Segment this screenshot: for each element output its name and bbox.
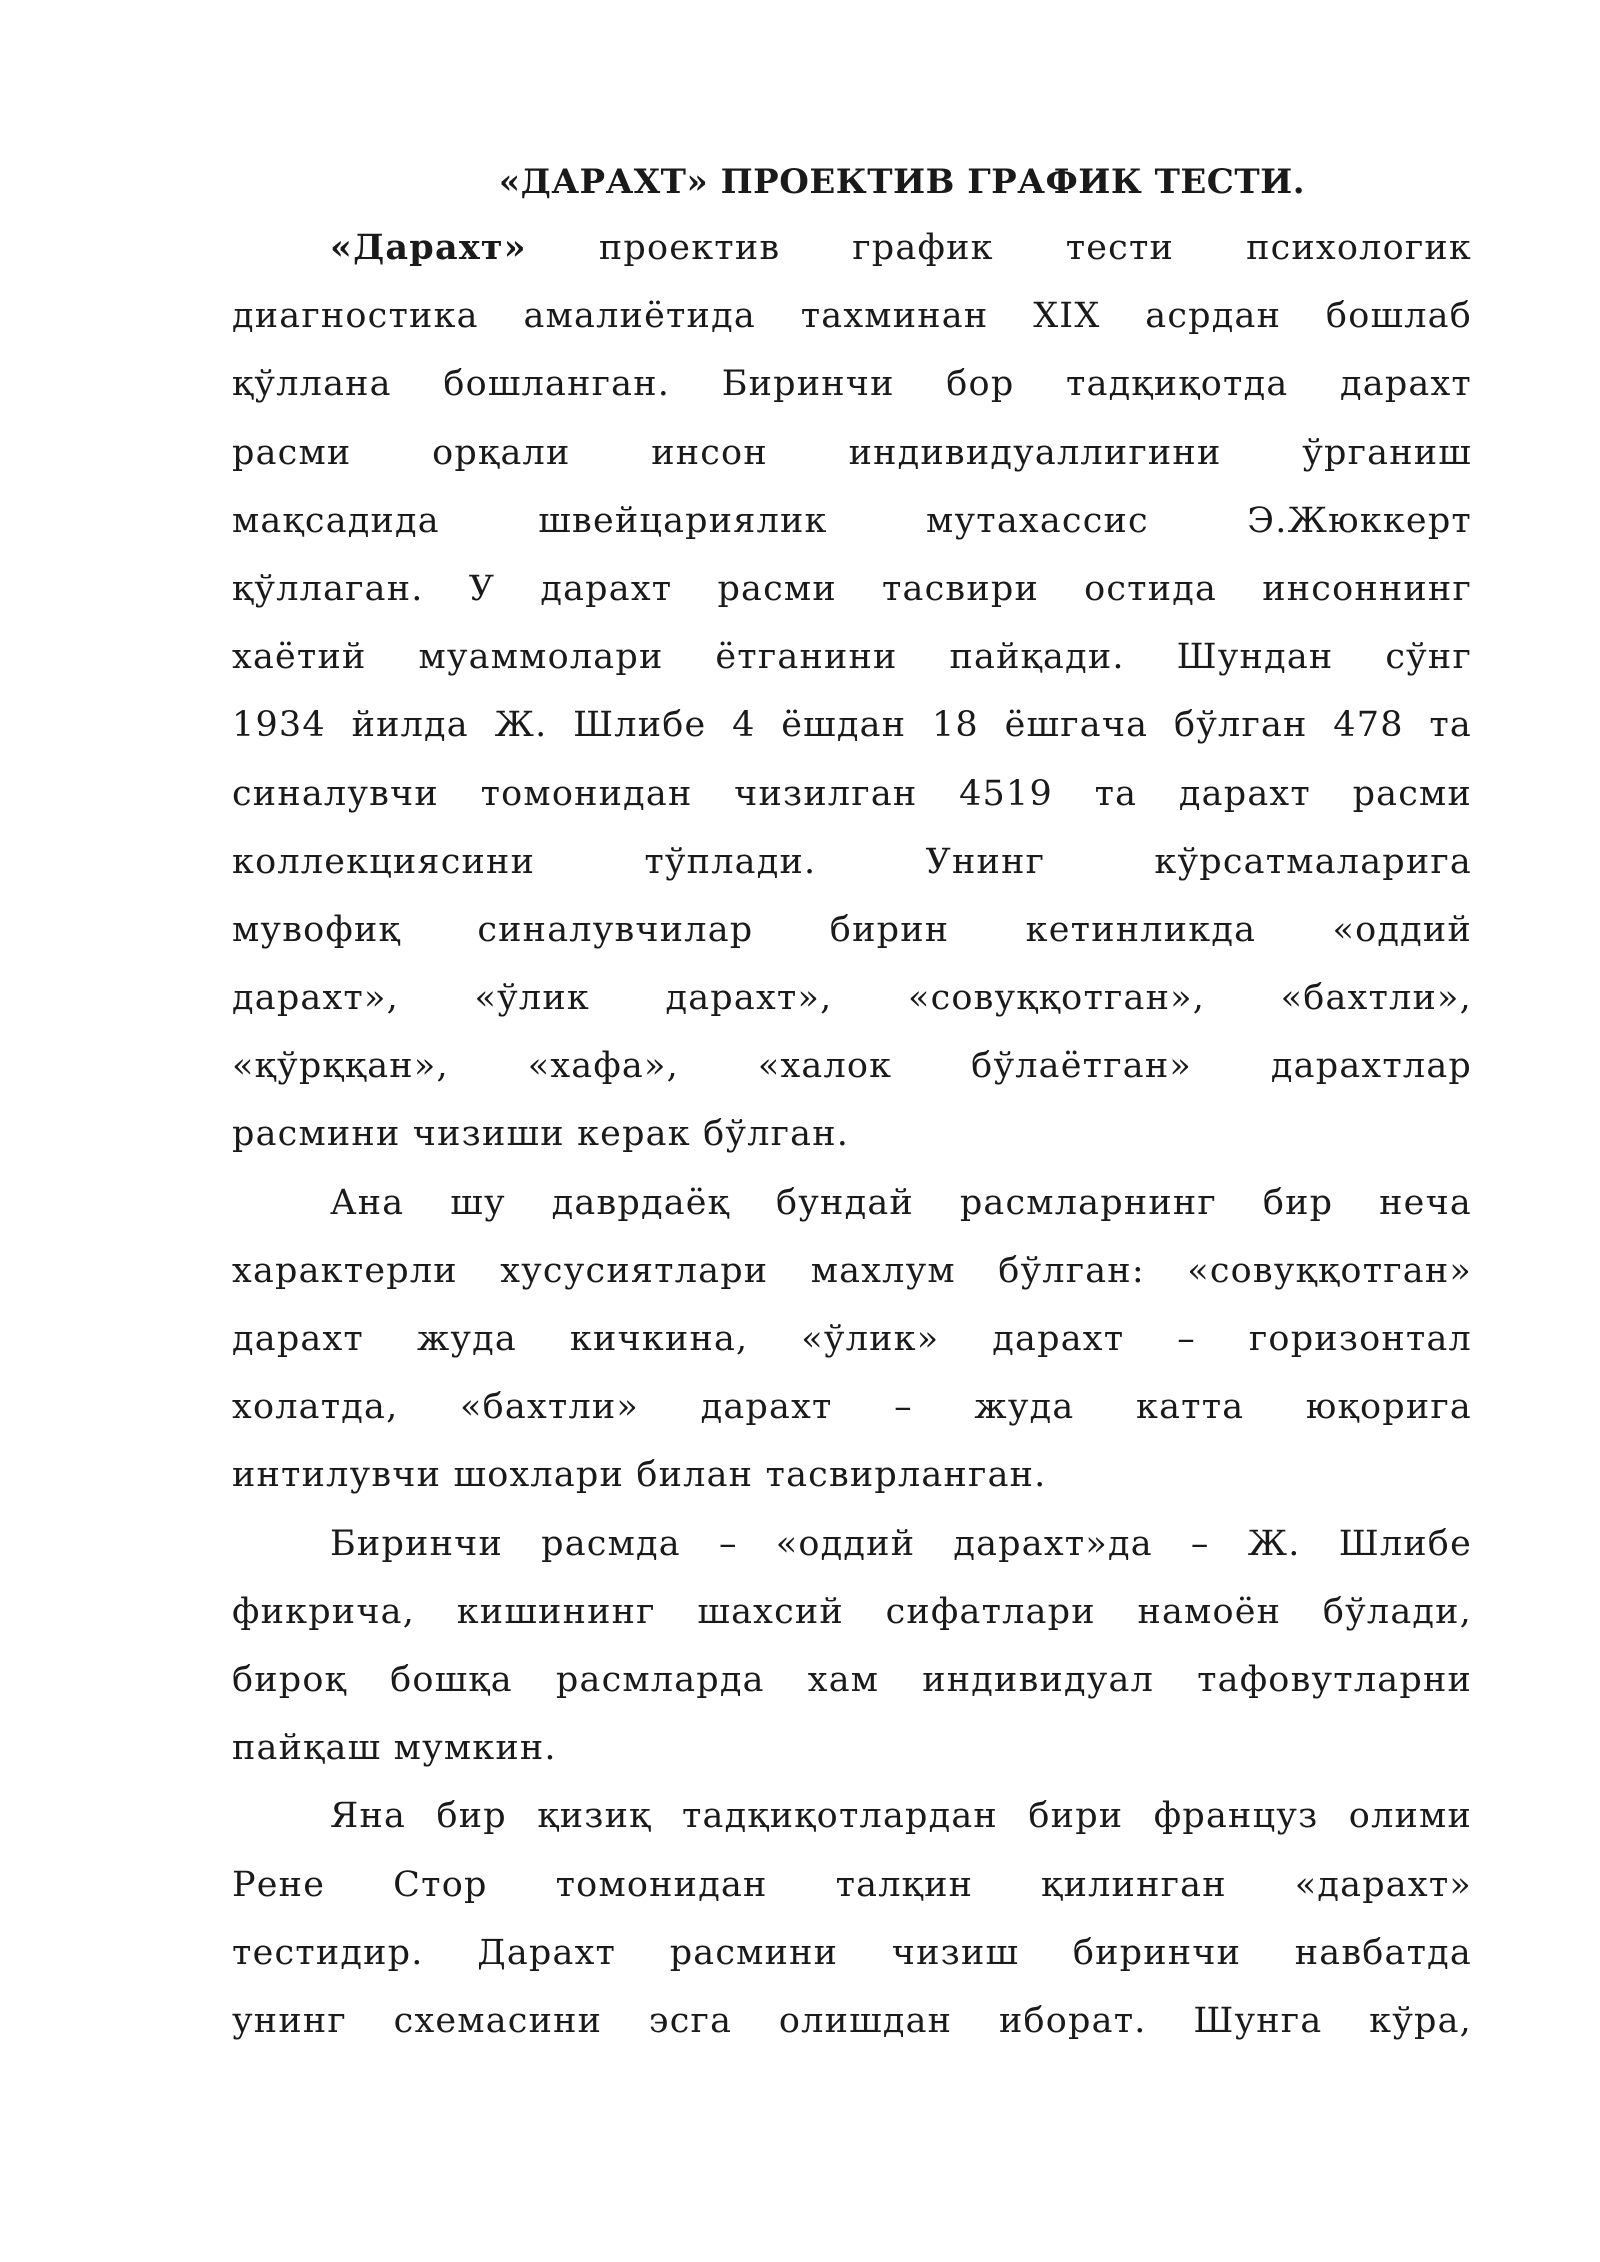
text-line: Рене Стор томонидан талқин қилинган «дарахт»: [232, 1864, 1472, 1905]
text-line: дарахт», «ўлик дарахт», «совуққотган», «бахтли»,: [232, 978, 1472, 1019]
text-line: холатда, «бахтли» дарахт – жуда катта юқорига: [232, 1387, 1472, 1428]
text-line: мақсадида швейцариялик мутахассис Э.Жюккерт: [232, 500, 1472, 541]
text-line: расми орқали инсон индивидуаллигини ўрганиш: [232, 432, 1472, 473]
text-line: дарахт жуда кичкина, «ўлик» дарахт – горизонтал: [232, 1319, 1472, 1359]
text-line: диагностика амалиётида тахминан XIX асрдан бошлаб: [232, 296, 1472, 337]
text-line: Яна бир қизиқ тадқиқотлардан бири француз олими: [330, 1796, 1472, 1837]
text-line: бироқ бошқа расмларда хам индивидуал тафовутларни: [232, 1659, 1472, 1700]
bold-term: «Дарахт»: [330, 227, 527, 268]
text-line: унинг схемасини эсга олишдан иборат. Шунга кўра,: [232, 2000, 1472, 2041]
text-line: синалувчи томонидан чизилган 4519 та дарахт расми: [232, 773, 1472, 814]
text-line: «қўрққан», «хафа», «халок бўлаётган» дарахтлар: [232, 1046, 1472, 1087]
paragraph: [232, 1782, 1472, 2055]
document-title: «ДАРАХТ» ПРОЕКТИВ ГРАФИК ТЕСТИ.: [498, 162, 1306, 202]
text-line: 1934 йилда Ж. Шлибе 4 ёшдан 18 ёшгача бўлган 478 та: [232, 705, 1472, 746]
text-line: расмини чизиши керак бўлган.: [232, 1114, 850, 1155]
text-line: характерли хусусиятлари махлум бўлган: «совуққотган»: [232, 1250, 1472, 1291]
text-line: пайқаш мумкин.: [232, 1728, 557, 1769]
paragraph: [232, 214, 1472, 1169]
paragraph: [232, 1169, 1472, 1510]
text-line: Биринчи расмда – «оддий дарахт»да – Ж. Шлибе: [330, 1523, 1472, 1564]
text-line: мувофиқ синалувчилар бирин кетинликда «оддий: [232, 909, 1472, 950]
text-line: интилувчи шохлари билан тасвирланган.: [232, 1455, 1047, 1496]
text-line: фикрича, кишининг шахсий сифатлари намоён бўлади,: [232, 1591, 1472, 1632]
text-line: «Дарахт» проектив график тести психологик: [330, 227, 1472, 268]
text-line: тестидир. Дарахт расмини чизиш биринчи навбатда: [232, 1932, 1472, 1973]
text-line: қўллаган. У дарахт расми тасвири остида инсоннинг: [232, 568, 1472, 609]
text-line: Ана шу даврдаёқ бундай расмларнинг бир неча: [330, 1182, 1472, 1223]
text-line: хаётий муаммолари ётганини пайқади. Шундан сўнг: [232, 637, 1472, 678]
text-line: қўллана бошланган. Биринчи бор тадқиқотда дарахт: [232, 364, 1472, 405]
paragraph: [232, 1510, 1472, 1783]
document-body: [232, 214, 1472, 2055]
text-line: коллекциясини тўплади. Унинг кўрсатмаларига: [232, 841, 1472, 882]
